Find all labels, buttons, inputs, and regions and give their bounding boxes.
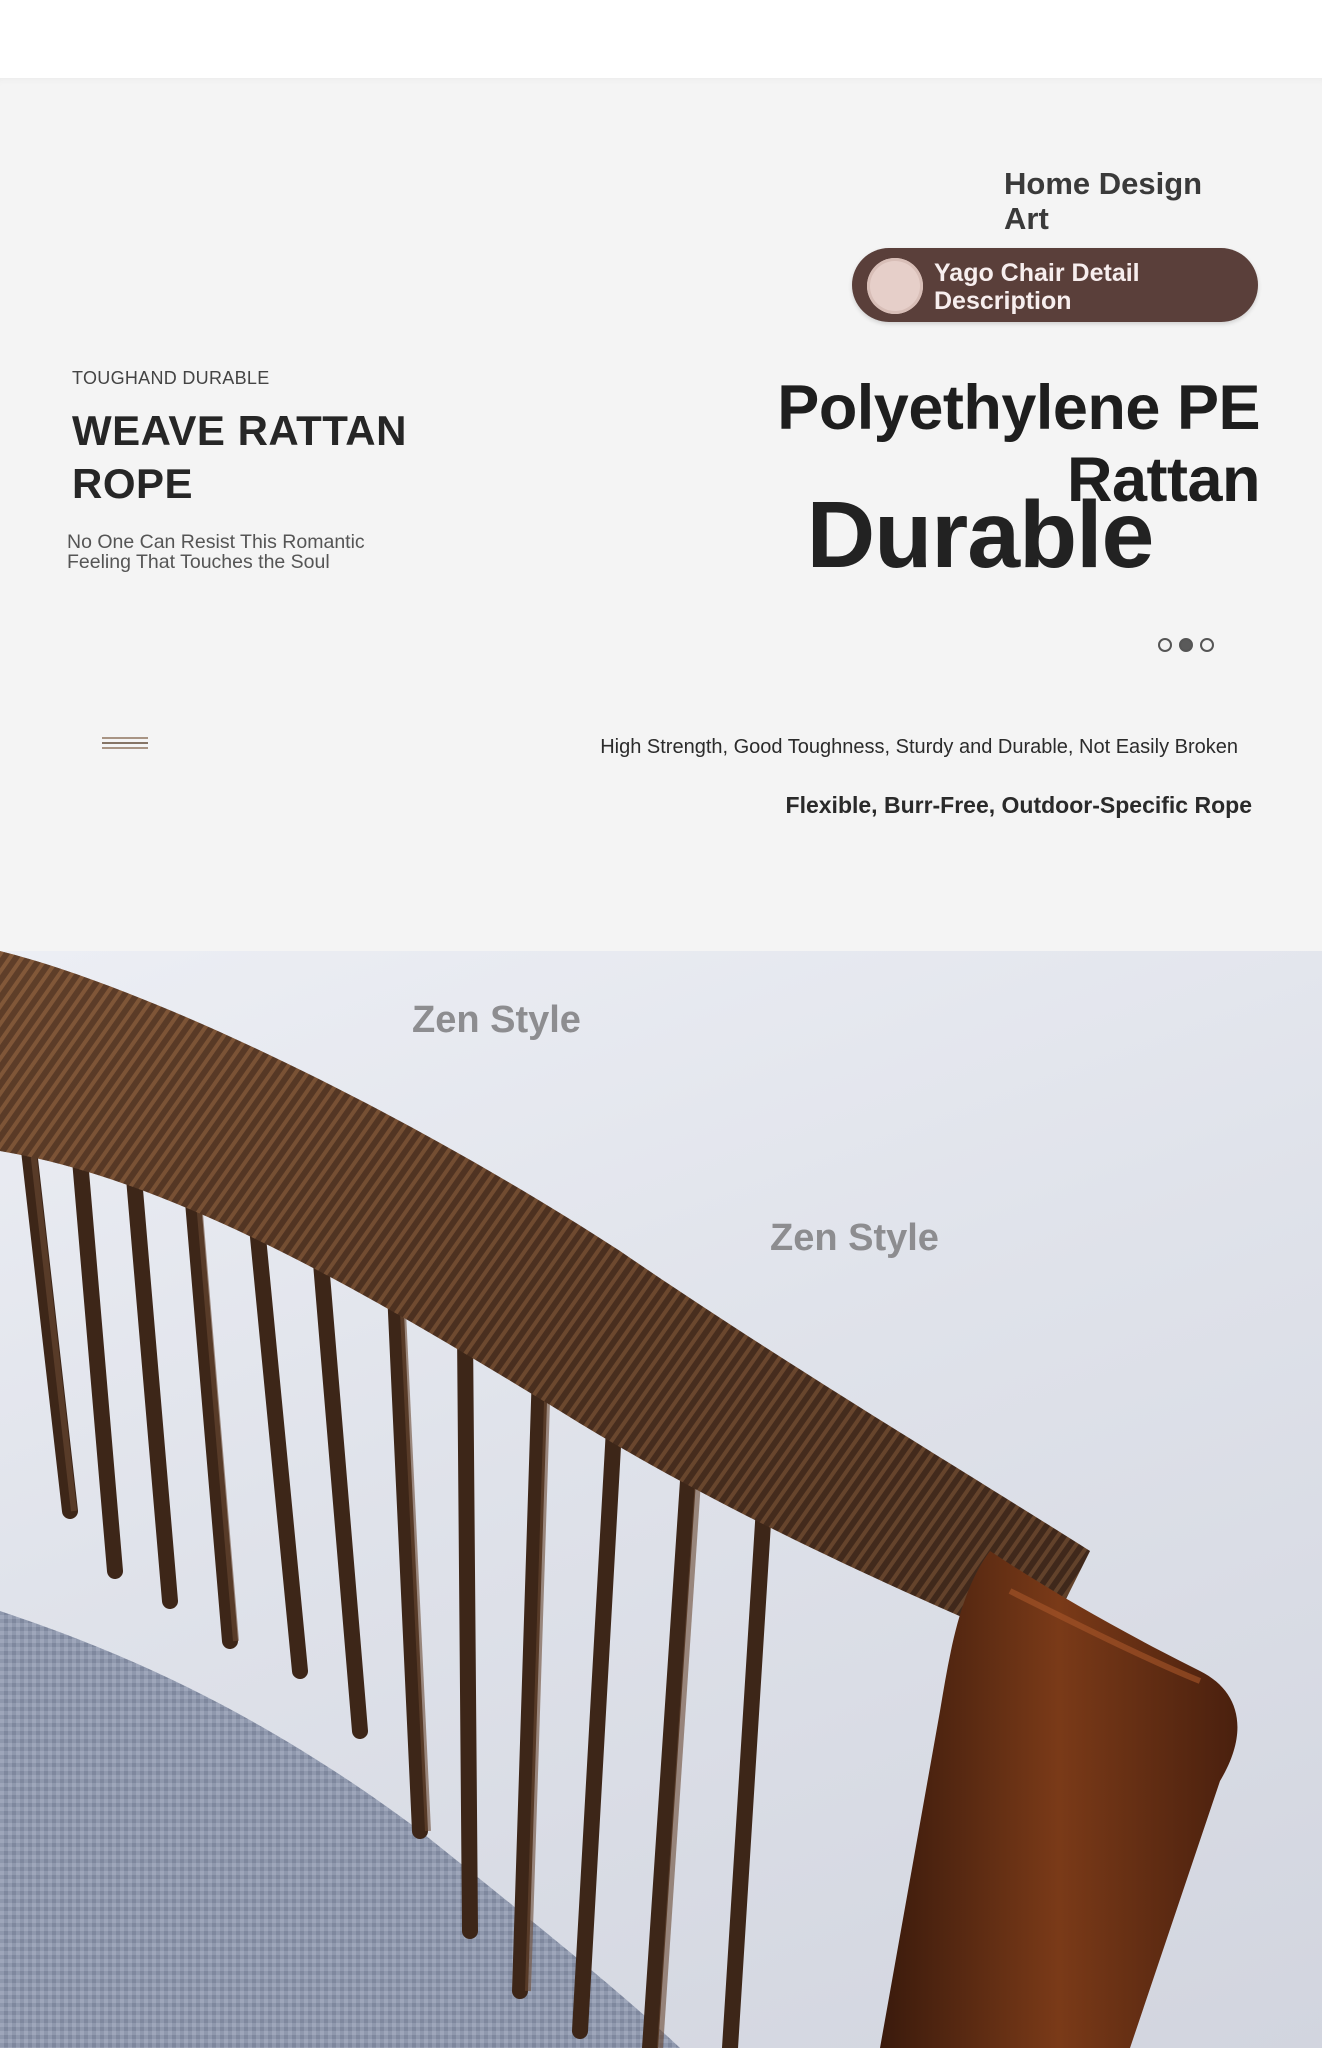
- pill-label: Yago Chair Detail Description: [934, 259, 1140, 315]
- feature-headline: Durable: [806, 482, 1154, 588]
- material-headline: Polyethylene PE Rattan: [777, 373, 1260, 515]
- left-eyebrow: TOUGHAND DURABLE: [72, 368, 270, 388]
- watermark-zen-style-2: Zen Style: [770, 1217, 939, 1259]
- brand-title: Home Design Art: [1004, 166, 1203, 236]
- carousel-dots: [1158, 638, 1221, 654]
- carousel-dot-2[interactable]: [1179, 638, 1193, 652]
- carousel-dot-1[interactable]: [1158, 638, 1172, 652]
- product-photo: [0, 951, 1322, 2048]
- feature-strength-text: High Strength, Good Toughness, Sturdy and Durable, Not Easily Broken: [600, 736, 1238, 758]
- decorative-lines-icon: [102, 737, 148, 749]
- top-strip: [0, 0, 1322, 78]
- left-subtitle: No One Can Resist This Romantic Feeling That Touches the Soul: [67, 531, 365, 573]
- carousel-dot-3[interactable]: [1200, 638, 1214, 652]
- feature-flexible-text: Flexible, Burr-Free, Outdoor-Specific Rope: [785, 792, 1252, 818]
- pill-circle-icon: [867, 258, 923, 314]
- watermark-zen-style-1: Zen Style: [412, 999, 581, 1041]
- left-title: WEAVE RATTAN ROPE: [72, 407, 407, 507]
- detail-pill-badge: [852, 248, 1258, 322]
- rattan-chair-image: [0, 951, 1322, 2048]
